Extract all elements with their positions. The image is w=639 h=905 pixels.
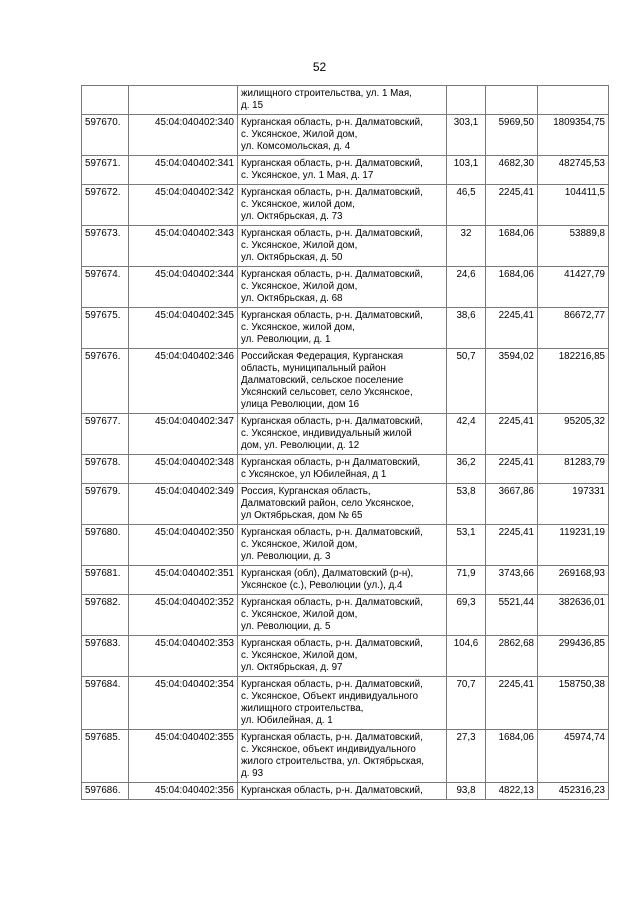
- address-cell: Курганская область, р-н. Далматовский, с. Уксянское, Жилой дом, ул. Революции, д. 3: [238, 525, 447, 566]
- row-number-cell: 597677.: [82, 414, 129, 455]
- address-cell: Курганская область, р-н. Далматовский, с. Уксянское, объект индивидуального жилого строительства, ул. Октябрьская, д. 93: [238, 730, 447, 783]
- table-row: [82, 226, 609, 267]
- table-row: [82, 455, 609, 484]
- table-row: [82, 566, 609, 595]
- rate-cell: 2862,68: [486, 636, 538, 677]
- cadastral-number-cell: 45:04:040402:352: [129, 595, 238, 636]
- area-cell: 303,1: [447, 115, 486, 156]
- address-cell: Курганская область, р-н. Далматовский, с. Уксянское, жилой дом, ул. Революции, д. 1: [238, 308, 447, 349]
- area-cell: [447, 86, 486, 115]
- cadastral-value-cell: 299436,85: [538, 636, 609, 677]
- area-cell: 71,9: [447, 566, 486, 595]
- rate-cell: 2245,41: [486, 308, 538, 349]
- cadastral-number-cell: 45:04:040402:340: [129, 115, 238, 156]
- row-number-cell: [82, 86, 129, 115]
- address-cell: Курганская область, р-н Далматовский, с Уксянское, ул Юбилейная, д 1: [238, 455, 447, 484]
- area-cell: 104,6: [447, 636, 486, 677]
- cadastral-value-cell: 452316,23: [538, 783, 609, 800]
- cadastral-value-cell: 45974,74: [538, 730, 609, 783]
- rate-cell: 5969,50: [486, 115, 538, 156]
- area-cell: 42,4: [447, 414, 486, 455]
- table-row: [82, 115, 609, 156]
- registry-table-body: [82, 86, 609, 800]
- cadastral-number-cell: 45:04:040402:346: [129, 349, 238, 414]
- area-cell: 69,3: [447, 595, 486, 636]
- cadastral-number-cell: 45:04:040402:343: [129, 226, 238, 267]
- cadastral-value-cell: 104411,5: [538, 185, 609, 226]
- area-cell: 93,8: [447, 783, 486, 800]
- page-number: 52: [312, 60, 327, 74]
- cadastral-number-cell: 45:04:040402:349: [129, 484, 238, 525]
- rate-cell: 2245,41: [486, 525, 538, 566]
- table-row: [82, 308, 609, 349]
- table-row: [82, 267, 609, 308]
- rate-cell: 1684,06: [486, 226, 538, 267]
- area-cell: 53,8: [447, 484, 486, 525]
- address-cell: Курганская область, р-н. Далматовский, с. Уксянское, Жилой дом, ул. Комсомольская, д. 4: [238, 115, 447, 156]
- cadastral-number-cell: 45:04:040402:341: [129, 156, 238, 185]
- cadastral-number-cell: 45:04:040402:353: [129, 636, 238, 677]
- area-cell: 53,1: [447, 525, 486, 566]
- cadastral-value-cell: 269168,93: [538, 566, 609, 595]
- rate-cell: 3594,02: [486, 349, 538, 414]
- rate-cell: 3743,66: [486, 566, 538, 595]
- cadastral-value-cell: 53889,8: [538, 226, 609, 267]
- area-cell: 27,3: [447, 730, 486, 783]
- area-cell: 103,1: [447, 156, 486, 185]
- cadastral-value-cell: 382636,01: [538, 595, 609, 636]
- row-number-cell: 597680.: [82, 525, 129, 566]
- cadastral-number-cell: 45:04:040402:344: [129, 267, 238, 308]
- row-number-cell: 597673.: [82, 226, 129, 267]
- rate-cell: 2245,41: [486, 414, 538, 455]
- row-number-cell: 597674.: [82, 267, 129, 308]
- cadastral-value-cell: 482745,53: [538, 156, 609, 185]
- rate-cell: 1684,06: [486, 267, 538, 308]
- row-number-cell: 597676.: [82, 349, 129, 414]
- rate-cell: 2245,41: [486, 677, 538, 730]
- row-number-cell: 597684.: [82, 677, 129, 730]
- row-number-cell: 597685.: [82, 730, 129, 783]
- table-row: [82, 414, 609, 455]
- cadastral-value-cell: 182216,85: [538, 349, 609, 414]
- table-row: [82, 349, 609, 414]
- rate-cell: 5521,44: [486, 595, 538, 636]
- cadastral-number-cell: 45:04:040402:354: [129, 677, 238, 730]
- address-cell: Курганская область, р-н. Далматовский, с. Уксянское, Жилой дом, ул. Октябрьская, д. 97: [238, 636, 447, 677]
- address-cell: Курганская область, р-н. Далматовский, с. Уксянское, Жилой дом, ул. Октябрьская, д. 50: [238, 226, 447, 267]
- address-cell: Курганская область, р-н. Далматовский, с. Уксянское, ул. 1 Мая, д. 17: [238, 156, 447, 185]
- cadastral-number-cell: 45:04:040402:348: [129, 455, 238, 484]
- cadastral-number-cell: 45:04:040402:355: [129, 730, 238, 783]
- address-cell: Курганская область, р-н. Далматовский, с. Уксянское, Жилой дом, ул. Октябрьская, д. 68: [238, 267, 447, 308]
- table-row: [82, 677, 609, 730]
- cadastral-value-cell: 197331: [538, 484, 609, 525]
- row-number-cell: 597683.: [82, 636, 129, 677]
- area-cell: 24,6: [447, 267, 486, 308]
- address-cell: Россия, Курганская область, Далматовский район, село Уксянское, ул Октябрьская, дом № 65: [238, 484, 447, 525]
- table-row: [82, 86, 609, 115]
- row-number-cell: 597679.: [82, 484, 129, 525]
- table-row: [82, 730, 609, 783]
- cadastral-value-cell: 81283,79: [538, 455, 609, 484]
- table-row: [82, 595, 609, 636]
- area-cell: 32: [447, 226, 486, 267]
- address-cell: Курганская область, р-н. Далматовский, с. Уксянское, Жилой дом, ул. Революции, д. 5: [238, 595, 447, 636]
- area-cell: 38,6: [447, 308, 486, 349]
- rate-cell: 3667,86: [486, 484, 538, 525]
- area-cell: 36,2: [447, 455, 486, 484]
- rate-cell: 1684,06: [486, 730, 538, 783]
- address-cell: жилищного строительства, ул. 1 Мая, д. 15: [238, 86, 447, 115]
- table-row: [82, 636, 609, 677]
- area-cell: 46,5: [447, 185, 486, 226]
- cadastral-number-cell: 45:04:040402:356: [129, 783, 238, 800]
- table-row: [82, 783, 609, 800]
- cadastral-value-cell: 41427,79: [538, 267, 609, 308]
- cadastral-number-cell: 45:04:040402:342: [129, 185, 238, 226]
- table-row: [82, 525, 609, 566]
- cadastral-number-cell: 45:04:040402:350: [129, 525, 238, 566]
- row-number-cell: 597681.: [82, 566, 129, 595]
- table-row: [82, 185, 609, 226]
- address-cell: Курганская (обл), Далматовский (р-н), Уксянское (с.), Революции (ул.), д.4: [238, 566, 447, 595]
- cadastral-number-cell: 45:04:040402:351: [129, 566, 238, 595]
- table-row: [82, 484, 609, 525]
- cadastral-value-cell: [538, 86, 609, 115]
- address-cell: Курганская область, р-н. Далматовский,: [238, 783, 447, 800]
- cadastral-value-cell: 119231,19: [538, 525, 609, 566]
- row-number-cell: 597678.: [82, 455, 129, 484]
- row-number-cell: 597686.: [82, 783, 129, 800]
- cadastral-number-cell: 45:04:040402:347: [129, 414, 238, 455]
- registry-table: [81, 85, 609, 800]
- rate-cell: 2245,41: [486, 185, 538, 226]
- address-cell: Курганская область, р-н. Далматовский, с. Уксянское, Объект индивидуального жилищного строительства, ул. Юбилейная, д. 1: [238, 677, 447, 730]
- cadastral-number-cell: 45:04:040402:345: [129, 308, 238, 349]
- cadastral-value-cell: 1809354,75: [538, 115, 609, 156]
- rate-cell: 4822,13: [486, 783, 538, 800]
- row-number-cell: 597671.: [82, 156, 129, 185]
- row-number-cell: 597682.: [82, 595, 129, 636]
- address-cell: Курганская область, р-н. Далматовский, с. Уксянское, жилой дом, ул. Октябрьская, д. 73: [238, 185, 447, 226]
- cadastral-value-cell: 95205,32: [538, 414, 609, 455]
- rate-cell: 2245,41: [486, 455, 538, 484]
- table-row: [82, 156, 609, 185]
- cadastral-value-cell: 86672,77: [538, 308, 609, 349]
- area-cell: 50,7: [447, 349, 486, 414]
- row-number-cell: 597670.: [82, 115, 129, 156]
- rate-cell: 4682,30: [486, 156, 538, 185]
- row-number-cell: 597675.: [82, 308, 129, 349]
- cadastral-number-cell: [129, 86, 238, 115]
- cadastral-value-cell: 158750,38: [538, 677, 609, 730]
- area-cell: 70,7: [447, 677, 486, 730]
- rate-cell: [486, 86, 538, 115]
- address-cell: Российская Федерация, Курганская область, муниципальный район Далматовский, сельское поселение Уксянский сельсовет, село Уксянское, улица Революции, дом 16: [238, 349, 447, 414]
- address-cell: Курганская область, р-н. Далматовский, с. Уксянское, индивидуальный жилой дом, ул. Революции, д. 12: [238, 414, 447, 455]
- row-number-cell: 597672.: [82, 185, 129, 226]
